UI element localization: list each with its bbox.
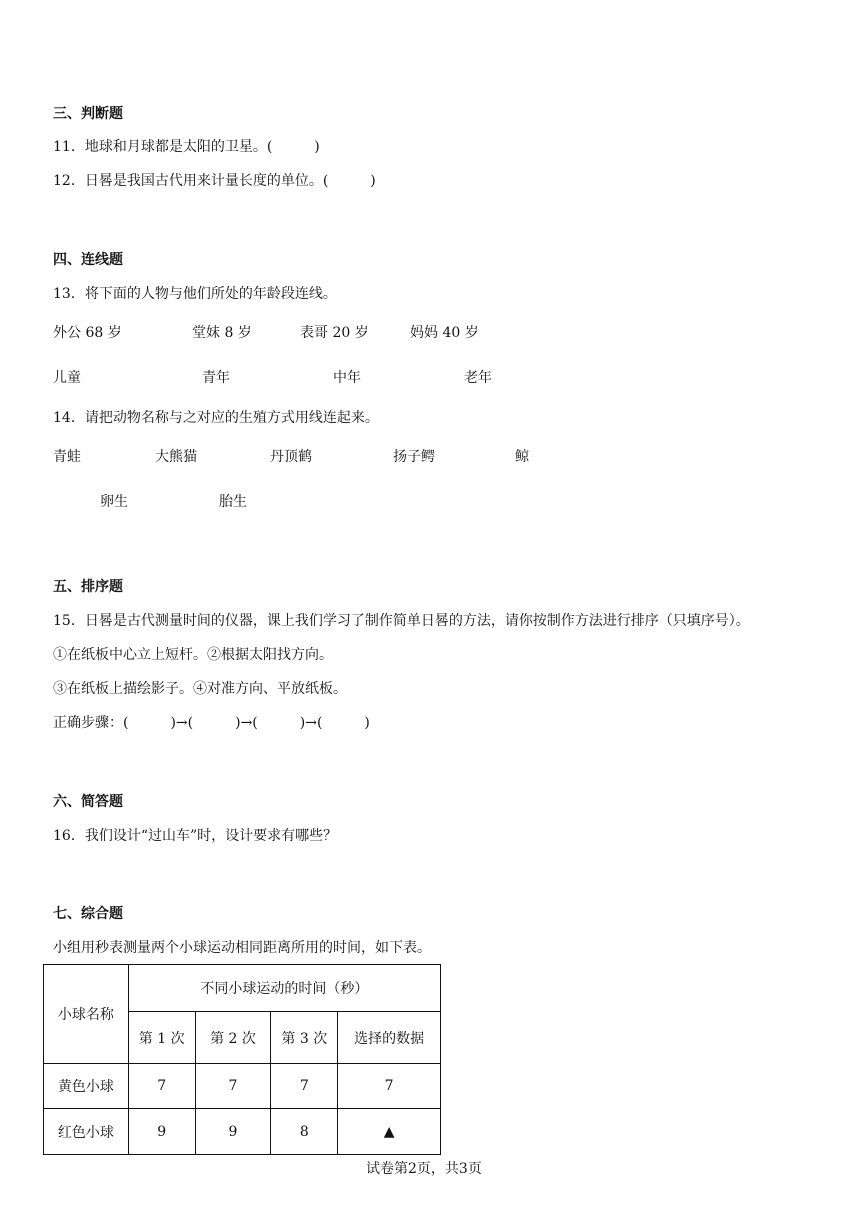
section-heading-ordering: 五、排序题 (53, 579, 123, 595)
time-value-cell: 9 (128, 1109, 195, 1155)
animal-item: 青蛙 (53, 449, 81, 465)
row-header-cell: 小球名称 (44, 965, 129, 1064)
age-stage-item: 儿童 (53, 370, 81, 386)
section-heading-short-answer: 六、简答题 (53, 794, 123, 810)
time-value-cell: 8 (271, 1109, 338, 1155)
age-stage-item: 青年 (202, 370, 230, 386)
step-options-line-2: ③在纸板上描绘影子。④对准方向、平放纸板。 (53, 681, 347, 697)
step-options-line-1: ①在纸板中心立上短杆。②根据太阳找方向。 (53, 647, 333, 663)
reproduction-method-item: 胎生 (219, 494, 247, 510)
question-13: 13．将下面的人物与他们所处的年龄段连线。 (53, 286, 337, 302)
person-item: 妈妈 40 岁 (410, 325, 479, 341)
age-stage-item: 老年 (464, 370, 492, 386)
person-item: 外公 68 岁 (53, 325, 122, 341)
time-value-cell: 7 (128, 1064, 195, 1109)
time-value-cell: 9 (195, 1109, 271, 1155)
animal-item: 丹顶鹤 (270, 449, 312, 465)
time-value-cell: 7 (271, 1064, 338, 1109)
reproduction-method-item: 卵生 (100, 494, 128, 510)
answer-blanks: 正确步骤：( )→( )→( )→( ) (53, 715, 370, 731)
column-header-cell: 第 2 次 (195, 1012, 271, 1064)
selected-value-cell: ▲ (338, 1109, 441, 1155)
column-header-cell: 选择的数据 (338, 1012, 441, 1064)
time-value-cell: 7 (195, 1064, 271, 1109)
person-item: 堂妹 8 岁 (192, 325, 252, 341)
question-15: 15．日晷是古代测量时间的仪器，课上我们学习了制作简单日晷的方法，请你按制作方法进行排序（只填序号）。 (53, 613, 750, 629)
ball-timing-table (43, 964, 441, 1155)
person-item: 表哥 20 岁 (300, 325, 369, 341)
column-header-cell: 第 1 次 (128, 1012, 195, 1064)
table-intro: 小组用秒表测量两个小球运动相同距离所用的时间，如下表。 (53, 940, 431, 956)
selected-value-cell: 7 (338, 1064, 441, 1109)
ball-name-cell: 红色小球 (44, 1109, 129, 1155)
table-row (44, 1109, 441, 1155)
question-16: 16．我们设计“过山车”时，设计要求有哪些？ (53, 828, 338, 844)
age-stage-item: 中年 (333, 370, 361, 386)
animal-item: 鲸 (515, 449, 529, 465)
animal-item: 大熊猫 (155, 449, 197, 465)
question-14: 14．请把动物名称与之对应的生殖方式用线连起来。 (53, 410, 379, 426)
question-11: 11．地球和月球都是太阳的卫星。( ) (53, 139, 320, 155)
section-heading-matching: 四、连线题 (53, 252, 123, 268)
table-row (44, 1064, 441, 1109)
section-heading-comprehensive: 七、综合题 (53, 906, 123, 922)
ball-name-cell: 黄色小球 (44, 1064, 129, 1109)
question-12: 12．日晷是我国古代用来计量长度的单位。( ) (53, 173, 376, 189)
group-header-cell: 不同小球运动的时间（秒） (128, 965, 440, 1012)
section-heading-judgment: 三、判断题 (53, 106, 123, 122)
animal-item: 扬子鳄 (393, 449, 435, 465)
page-footer: 试卷第2页，共3页 (366, 1161, 482, 1177)
column-header-cell: 第 3 次 (271, 1012, 338, 1064)
